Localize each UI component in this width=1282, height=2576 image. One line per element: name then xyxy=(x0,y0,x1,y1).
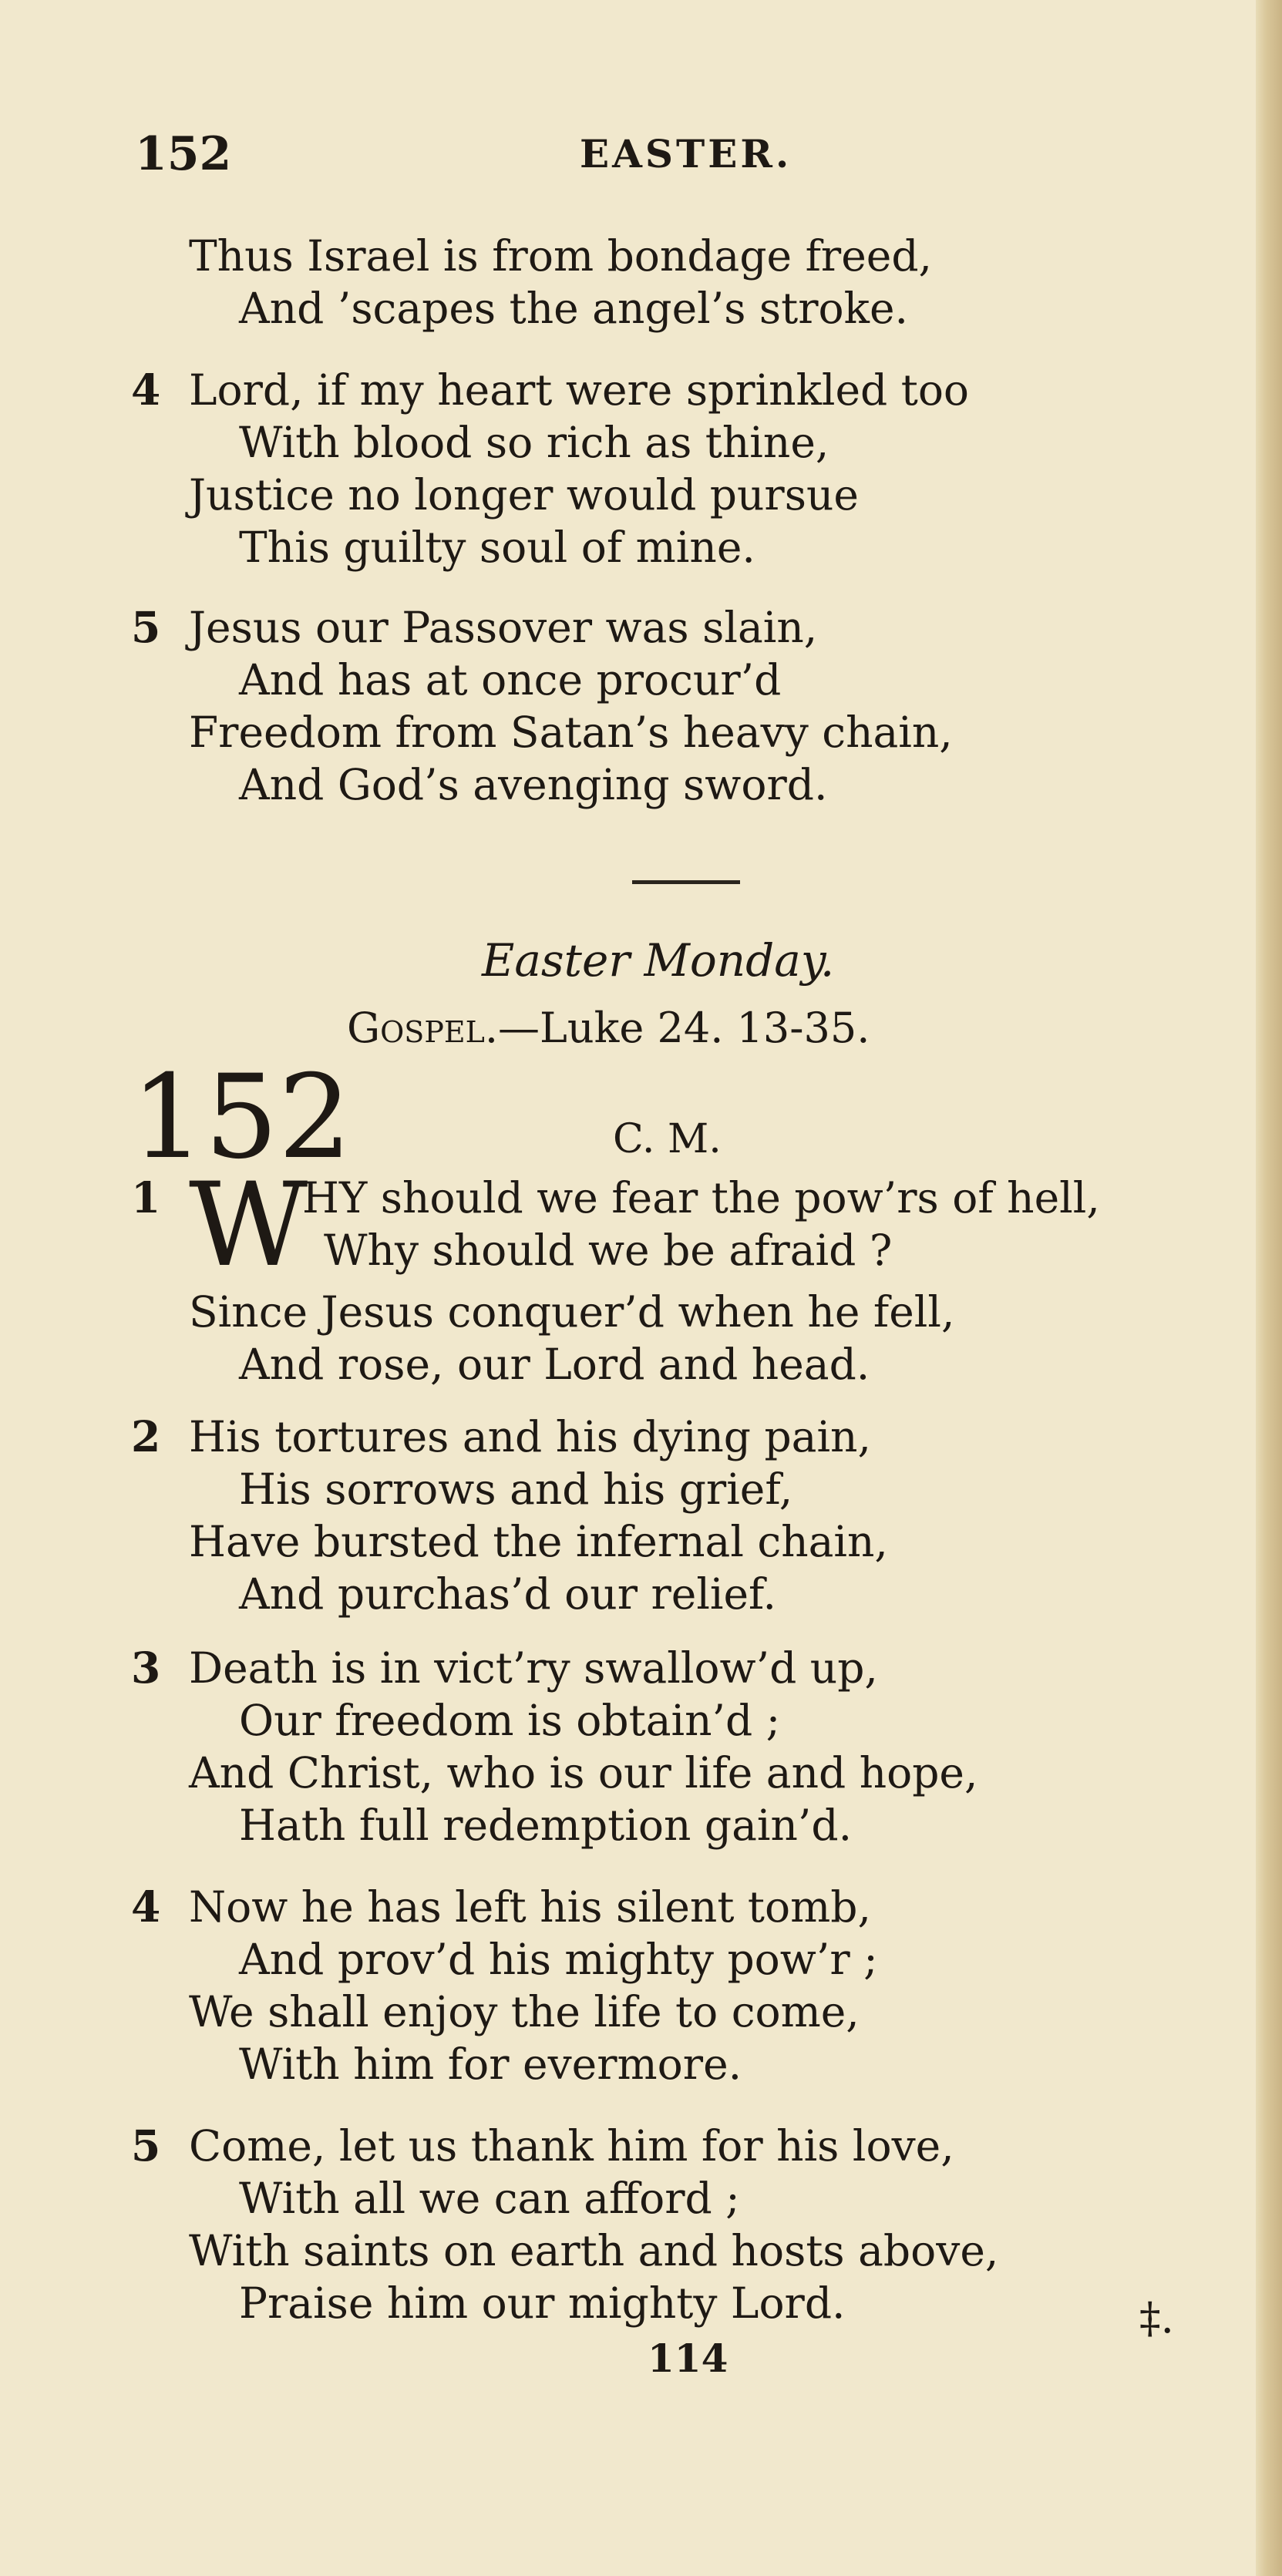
footer-mark: ‡. xyxy=(1139,2293,1174,2342)
verse-3-line-1: Death is in vict’ry swallow’d up, xyxy=(189,1643,878,1693)
verse-5-line-4: Praise him our mighty Lord. xyxy=(239,2278,846,2328)
verse-5-line-2: With all we can afford ; xyxy=(239,2174,740,2223)
gospel-ref: —Luke 24. 13-35. xyxy=(498,1004,870,1052)
verse-2-line-1: His tortures and his dying pain, xyxy=(189,1412,871,1461)
verse-4-line-3: We shall enjoy the life to come, xyxy=(189,1987,860,2036)
occasion-title: Easter Monday. xyxy=(482,934,835,987)
prev-verse-5-line-1: Jesus our Passover was slain, xyxy=(189,603,818,652)
verse-3-line-2: Our freedom is obtain’d ; xyxy=(239,1696,781,1745)
verse-2-line-2: His sorrows and his grief, xyxy=(239,1465,793,1514)
verse-1-line-2: Why should we be afraid ? xyxy=(324,1226,893,1275)
verse-2-line-3: Have bursted the infernal chain, xyxy=(189,1517,888,1566)
verse-1-line-1: HY should we fear the pow’rs of hell, xyxy=(302,1173,1100,1222)
verse-4-line-1: Now he has left his silent tomb, xyxy=(189,1882,871,1932)
verse-4-line-2: And prov’d his mighty pow’r ; xyxy=(239,1935,878,1984)
verse-3-number: 3 xyxy=(131,1643,161,1693)
verse-3-line-4: Hath full redemption gain’d. xyxy=(239,1801,853,1850)
gospel-label: Gospel. xyxy=(347,1004,499,1052)
verse-4-number: 4 xyxy=(131,1882,161,1932)
verse-5-line-1: Come, let us thank him for his love, xyxy=(189,2121,954,2171)
prev-verse-5-line-2: And has at once procur’d xyxy=(239,655,782,705)
verse-3-line-3: And Christ, who is our life and hope, xyxy=(189,1748,978,1797)
verse-1-number: 1 xyxy=(131,1172,161,1222)
verse-2-line-4: And purchas’d our relief. xyxy=(239,1569,776,1619)
hymn-meter: C. M. xyxy=(613,1116,722,1162)
verse-4-line-4: With him for evermore. xyxy=(239,2040,742,2089)
running-title: EASTER. xyxy=(580,131,792,177)
signature-number: 114 xyxy=(648,2336,728,2381)
verse-5-line-3: With saints on earth and hosts above, xyxy=(189,2226,999,2275)
verse-1-drop-cap: W xyxy=(189,1159,308,1293)
page-number: 152 xyxy=(135,127,232,181)
prev-verse-4-line-2: With blood so rich as thine, xyxy=(239,418,829,467)
prev-verse-5-line-4: And God’s avenging sword. xyxy=(239,760,828,809)
gospel-reference xyxy=(347,1004,870,1052)
verse-5-number: 5 xyxy=(131,2120,161,2171)
prev-verse-4-line-1: Lord, if my heart were sprinkled too xyxy=(189,365,970,415)
prev-continuation-line-2: And ’scapes the angel’s stroke. xyxy=(239,284,908,333)
verse-1-line-3: Since Jesus conquer’d when he fell, xyxy=(189,1287,955,1337)
prev-verse-4-number: 4 xyxy=(131,365,161,415)
prev-verse-5-number: 5 xyxy=(131,602,161,652)
prev-verse-4-line-3: Justice no longer would pursue xyxy=(189,470,859,520)
page-edge xyxy=(1256,0,1282,2576)
prev-continuation-line-1: Thus Israel is from bondage freed, xyxy=(189,231,933,281)
section-rule xyxy=(632,880,740,884)
hymn-number: 152 xyxy=(131,1051,352,1185)
verse-1-line-4: And rose, our Lord and head. xyxy=(239,1340,870,1389)
verse-2-number: 2 xyxy=(131,1411,161,1461)
prev-verse-4-line-4: This guilty soul of mine. xyxy=(239,523,755,572)
prev-verse-5-line-3: Freedom from Satan’s heavy chain, xyxy=(189,708,953,757)
